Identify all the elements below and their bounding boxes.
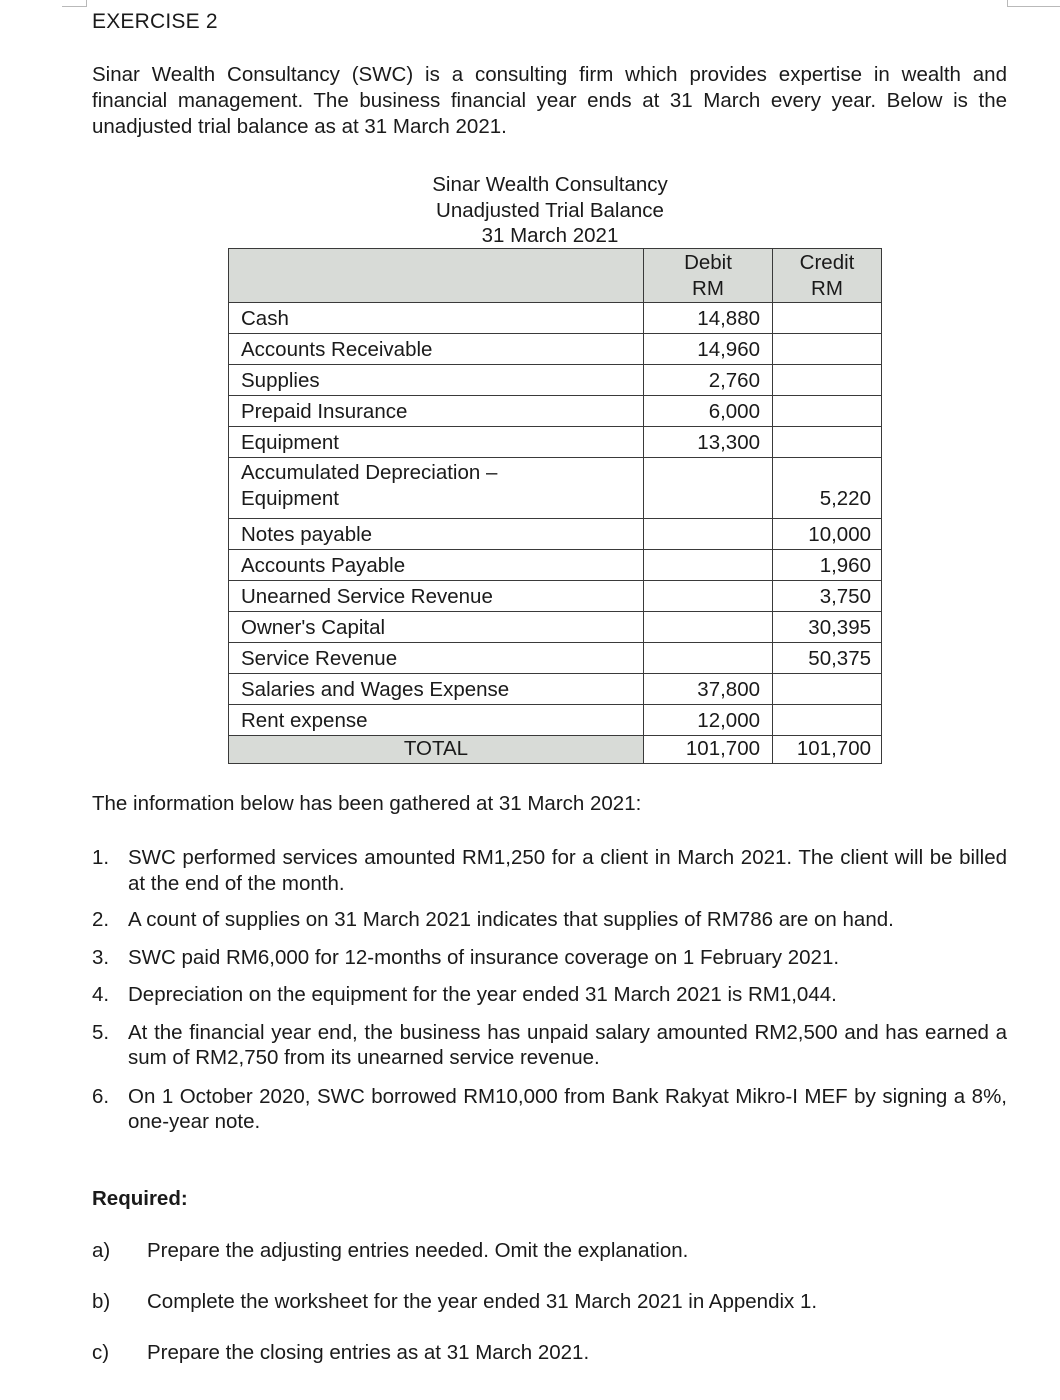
account-name: Service Revenue: [241, 647, 398, 670]
table-row: [229, 674, 882, 705]
account-name: Accounts Payable: [241, 554, 406, 577]
account-name: Owner's Capital: [241, 616, 386, 639]
debit-amount: [644, 643, 760, 646]
item-text: At the financial year end, the business has unpaid salary amounted RM2,500 and has earned a sum of RM2,750 from its unearned service revenue.: [128, 1020, 1007, 1069]
required-heading: Required:: [92, 1187, 188, 1210]
intro-paragraph: Sinar Wealth Consultancy (SWC) is a consulting firm which provides expertise in wealth and financial management. The business financial year ends at 31 March every year. Below is the unadjusted trial balance as at 31 March 2021.: [92, 63, 1007, 138]
information-intro: The information below has been gathered at 31 March 2021:: [92, 792, 642, 815]
table-row: [229, 705, 882, 736]
list-item: [92, 1084, 1007, 1135]
trial-balance-table: [228, 248, 882, 764]
debit-amount: 12,000: [697, 709, 760, 732]
credit-header: Credit: [799, 251, 855, 274]
credit-amount: 10,000: [808, 523, 871, 546]
list-item: [92, 907, 1007, 933]
credit-amount: [773, 396, 871, 399]
account-name: Cash: [241, 307, 289, 330]
table-row: [229, 427, 882, 458]
item-text: SWC paid RM6,000 for 12-months of insurance coverage on 1 February 2021.: [128, 945, 840, 969]
item-number: 1.: [92, 846, 110, 869]
debit-amount: 2,760: [708, 369, 760, 392]
table-row: [229, 458, 882, 519]
item-text: Depreciation on the equipment for the year ended 31 March 2021 is RM1,044.: [128, 983, 837, 1006]
account-name: Prepaid Insurance: [241, 400, 408, 423]
list-item: [92, 982, 1007, 1008]
credit-amount: 3,750: [819, 585, 871, 608]
account-name: Equipment: [241, 431, 340, 454]
table-row: [229, 581, 882, 612]
page-corner-mark-right: [1007, 0, 1060, 7]
header-debit-cell: [644, 249, 773, 303]
page-corner-mark-left: [62, 0, 87, 7]
debit-amount: 14,960: [697, 338, 760, 361]
required-label: a): [92, 1239, 111, 1262]
account-name: Accumulated Depreciation –: [241, 461, 498, 484]
list-item: [92, 945, 1007, 971]
item-text: On 1 October 2020, SWC borrowed RM10,000 from Bank Rakyat Mikro-I MEF by signing a 8%, one-year note.: [128, 1084, 1007, 1133]
item-number: 3.: [92, 945, 110, 969]
credit-unit: RM: [811, 277, 843, 300]
account-name: Unearned Service Revenue: [241, 585, 493, 608]
debit-amount: [644, 519, 760, 522]
credit-amount: [773, 705, 871, 708]
credit-amount: [773, 674, 871, 677]
credit-amount: [773, 427, 871, 430]
total-credit: 101,700: [773, 736, 882, 764]
required-label: b): [92, 1290, 111, 1313]
table-row: [229, 334, 882, 365]
table-row: [229, 396, 882, 427]
account-name: Accounts Receivable: [241, 338, 433, 361]
item-number: 2.: [92, 908, 110, 931]
debit-amount: [644, 550, 760, 553]
debit-amount: 6,000: [708, 400, 760, 423]
table-row: [229, 519, 882, 550]
required-text: Complete the worksheet for the year ended 31 March 2021 in Appendix 1.: [147, 1290, 818, 1313]
table-row: [229, 365, 882, 396]
credit-amount: [773, 334, 871, 337]
item-number: 5.: [92, 1020, 110, 1044]
statement-date: 31 March 2021: [481, 224, 619, 247]
table-row: [229, 612, 882, 643]
account-name: Notes payable: [241, 523, 373, 546]
account-name: Salaries and Wages Expense: [241, 678, 510, 701]
debit-unit: RM: [692, 277, 724, 300]
list-item: [92, 1020, 1007, 1071]
information-list: [92, 845, 1007, 1135]
debit-amount: [644, 581, 760, 584]
debit-amount: 14,880: [697, 307, 760, 330]
required-text: Prepare the closing entries as at 31 March 2021.: [147, 1341, 590, 1364]
credit-amount: 1,960: [819, 554, 871, 577]
header-account-cell: [229, 249, 644, 303]
required-label: c): [92, 1341, 110, 1364]
account-name-line2: Equipment: [241, 487, 340, 510]
credit-amount: 50,375: [808, 647, 871, 670]
table-row: [229, 643, 882, 674]
total-label: TOTAL: [229, 736, 644, 764]
trial-balance-title: [300, 172, 800, 249]
item-text: A count of supplies on 31 March 2021 indicates that supplies of RM786 are on hand.: [128, 908, 894, 931]
account-name: Rent expense: [241, 709, 368, 732]
table-total-row: [229, 736, 882, 764]
list-item: [92, 845, 1007, 896]
credit-amount: [773, 303, 871, 306]
credit-amount: 30,395: [808, 616, 871, 639]
item-number: 4.: [92, 983, 110, 1006]
statement-name: Unadjusted Trial Balance: [436, 198, 664, 222]
account-name: Supplies: [241, 369, 320, 392]
item-text: SWC performed services amounted RM1,250 for a client in March 2021. The client will be billed at the end of the month.: [128, 846, 1007, 895]
debit-amount: [644, 612, 760, 615]
company-name: Sinar Wealth Consultancy: [432, 173, 668, 196]
table-header-row: [229, 249, 882, 303]
total-debit: 101,700: [644, 736, 773, 764]
table-row: [229, 303, 882, 334]
table-row: [229, 550, 882, 581]
item-number: 6.: [92, 1084, 110, 1108]
header-credit-cell: [773, 249, 882, 303]
exercise-heading: EXERCISE 2: [92, 10, 218, 33]
required-text: Prepare the adjusting entries needed. Omit the explanation.: [147, 1239, 689, 1262]
credit-amount: 5,220: [819, 487, 871, 510]
credit-amount: [773, 365, 871, 368]
debit-amount: 13,300: [697, 431, 760, 454]
debit-header: Debit: [684, 251, 732, 274]
debit-amount: 37,800: [697, 678, 760, 701]
